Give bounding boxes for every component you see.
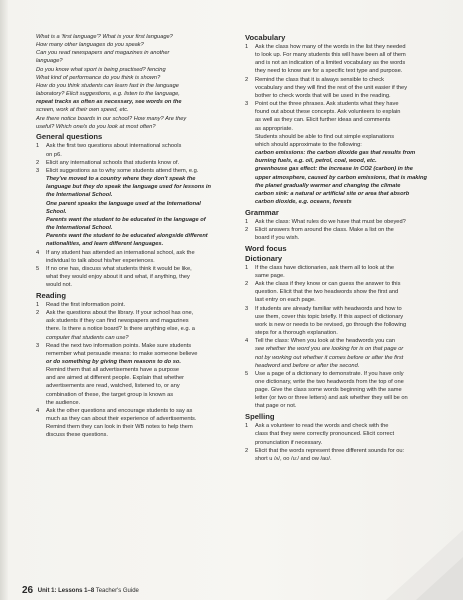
- intro-line: Can you read newspapers and magazines in another: [36, 50, 170, 57]
- intro-line: screen, work at their own speed, etc.: [36, 107, 129, 114]
- intro-line: How many other languages do you speak?: [36, 42, 144, 49]
- list-item: 1 Ask the first two questions about international schools on p6.: [36, 143, 182, 158]
- page-binding-shadow: [0, 0, 8, 600]
- intro-line: useful? Which one/s do you look at most often?: [36, 123, 156, 130]
- grammar-heading: Grammar: [245, 207, 279, 217]
- list-item: 4 If any student has attended an international school, ask the individual to talk about his/her experiences.: [36, 249, 195, 264]
- reading-heading: Reading: [36, 290, 66, 300]
- list-item: 5 Use a page of a dictionary to demonstrate. If you have only one dictionary, write the two headwords from the top of one page. Give the class some words beginning with the same letter (or two or three letters) and ask whether they will be on that page or not.: [245, 370, 408, 410]
- list-item: 1 Ask the class how many of the words in the list they needed to look up. For many students this will have been all of them and is not an indication of a limited vocabulary as the words they need to know are for a specific text type and purpose.: [245, 44, 406, 75]
- list-item: 3 If students are already familiar with headwords and how to use them, cover this topic briefly. If this aspect of dictionary work is new or needs to be revised, go through the following steps for a thorough explanation.: [245, 305, 407, 337]
- right-column: [245, 33, 445, 463]
- general-questions-heading: General questions: [36, 132, 103, 142]
- intro-line: repeat tracks as often as necessary, see words on the: [36, 99, 182, 106]
- list-item: 2 Remind the class that it is always sensible to check vocabulary and they will find the rest of the unit easier if they bother to check words that will be used in the reading.: [245, 76, 408, 99]
- list-item: 1 Ask the class: What rules do we have that must be obeyed?: [245, 218, 406, 225]
- list-item: 1 If the class have dictionaries, ask them all to look at the same page.: [245, 264, 395, 279]
- list-item: 1 Read the first information point.: [36, 301, 126, 308]
- guide-label: Teacher's Guide: [95, 588, 139, 594]
- intro-line: What is a 'first language'? What is your first language?: [36, 34, 173, 40]
- vocabulary-heading: Vocabulary: [245, 33, 286, 42]
- list-item: 4 Tell the class: When you look at the headwords you can see whether the word you are looking for is on that page or not by working out whether it comes before or after the first headword and before or after the second.: [245, 338, 404, 369]
- list-item: 5 If no one has, discuss what students think it would be like, what they would enjoy about it and what, if anything, they would not.: [36, 265, 192, 289]
- intro-questions: [36, 33, 228, 131]
- spelling-heading: Spelling: [245, 412, 275, 422]
- page-number: 26: [22, 585, 34, 596]
- intro-line: Are there notice boards in our school? How many? Are they: [36, 115, 187, 122]
- list-item: 2 Ask the class if they know or can guess the answer to this question. Elicit that the two headwords show the first and last entry on each page.: [245, 281, 401, 304]
- intro-line: What kind of performance do you think is shown?: [36, 74, 161, 81]
- intro-line: laboratory? Elicit suggestions, e.g. listen to the language,: [36, 91, 180, 98]
- list-item: 3 Read the next two information points. Make sure students remember what persuade means: to make someone believe or do something by giving them reasons to do so. Remind them that all advertisements have a purpose and are aimed at different people. Explain that whether advertisements are read, watched, listened to, or any combination of these, the target group is known as the audience.: [36, 342, 198, 406]
- intro-line: Do you know what sport is being practised? fencing: [36, 66, 166, 73]
- page-footer: [22, 586, 139, 596]
- list-item: 2 Elicit that the words represent three different sounds for ou: short u /ʌ/, oo /uː/ and ow /aʊ/.: [245, 447, 405, 462]
- word-focus-heading: Word focus: [245, 243, 287, 253]
- unit-label: Unit 1: Lessons 1–8: [37, 588, 95, 594]
- list-item: 3 Point out the three phrases. Ask students what they have found out about these concepts. Ask volunteers to explain as well as they can. Elicit further ideas and comments as appropriate. Students should be able to find out simple explanations which should approximate to the following: carbon emissions: the carbon dioxide gas that results from burning fuels, e.g. oil, petrol, coal, wood, etc. greenhouse gas effect: the increase in CO2 (carbon) in the upper atmosphere, caused by carbon emissions, that is making the planet gradually warmer and changing the climate carbon sink: a natural or artificial site or area that absorb carbon dioxide, e.g. oceans, forests: [245, 101, 427, 205]
- page-corner-decoration: [372, 520, 463, 600]
- list-item: 2 Elicit any international schools that students know of.: [36, 159, 180, 166]
- dictionary-heading: Dictionary: [245, 253, 283, 263]
- intro-line: language?: [36, 58, 63, 65]
- intro-line: How do you think students can learn fast in the language: [36, 82, 179, 89]
- list-item: 4 Ask the other questions and encourage students to say as much as they can about their experience of advertisements. Remind them they can look in their WB notes to help them discuss these questions.: [36, 407, 197, 439]
- left-column: [36, 33, 228, 440]
- list-item: 3 Elicit suggestions as to why some students attend them, e.g. They've moved to a country where they don't speak the language but they do speak the language used for lessons in the International School. One parent speaks the language used at the International School. Parents want the student to be educated in the language of the International School. Parents want the student to be educated alongside different nationalities, and learn different languages.: [36, 167, 211, 248]
- list-item: 1 Ask a volunteer to read the words and check with the class that they were correctly pronounced. Elicit correct pronunciation if necessary.: [245, 423, 395, 446]
- list-item: 2 Elicit answers from around the class. Make a list on the board if you wish.: [245, 226, 394, 242]
- list-item: 2 Ask the questions about the library. If your school has one, ask students if they can find newspapers and magazines there. Is there a notice board? Is there anything else, e.g. a computer that students can use?: [36, 310, 195, 341]
